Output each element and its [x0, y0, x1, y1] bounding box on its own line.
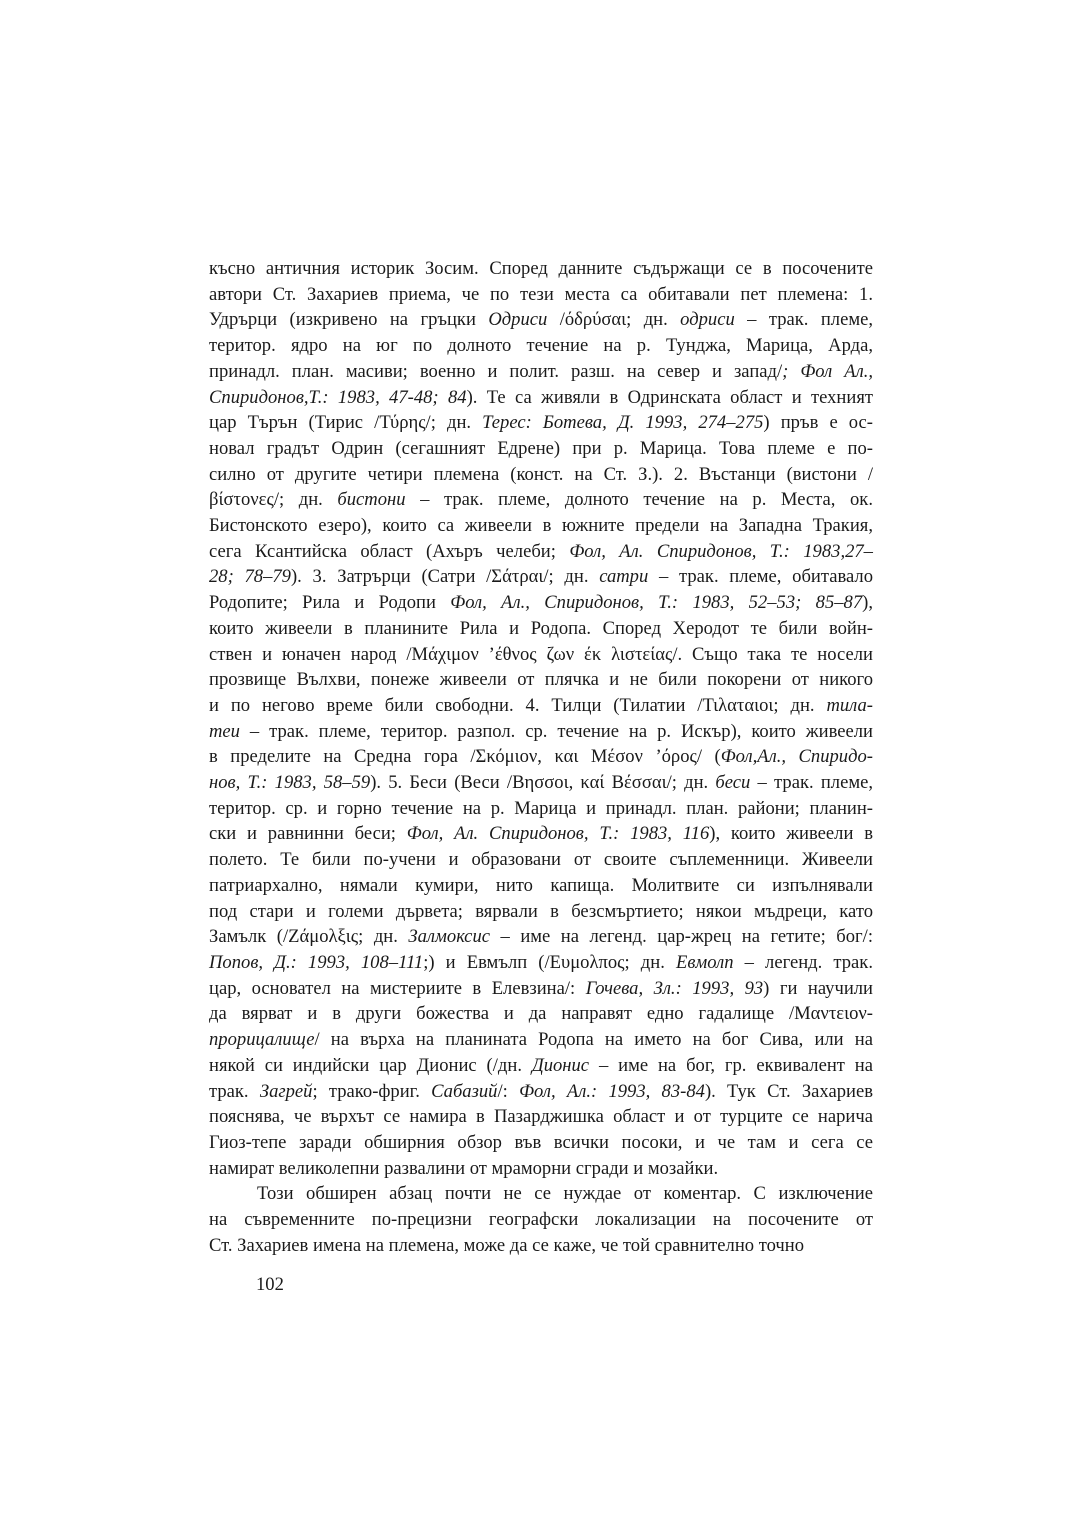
text-line: да вярват и в други божества и да направят едно гадалище /Μαντειον- [209, 1003, 873, 1025]
text-line: в пределите на Средна гора /Σκόμιον, και Μέσον ’όρος/ (Фол,Ал., Спиридо- [209, 746, 873, 768]
text-line: на съвременните по-прецизни географски локализации на посочените от [209, 1209, 873, 1231]
text-line: цар Търън (Тирис /Τύρης/; дн. Терес: Ботева, Д. 1993, 274–275) пръв е ос- [209, 412, 873, 434]
text-line: Родопите; Рила и Родопи Фол, Ал., Спиридонов, Т.: 1983, 52–53; 85–87), [209, 592, 873, 614]
text-line: Този обширен абзац почти не се нуждае от коментар. С изключение [257, 1183, 873, 1205]
text-line: Гиоз-тепе заради обширния обзор във всички посоки, и че там и сега се [209, 1131, 873, 1153]
page-number: 102 [256, 1274, 284, 1295]
text-line: Ст. Захариев имена на племена, може да се каже, че той сравнително точно [209, 1234, 805, 1256]
text-line: и по негово време били свободни. 4. Тилци (Тилатии /Τιλαταιοι; дн. тила- [209, 694, 873, 716]
text-line: някой си индийски цар Дионис (/дн. Дионис – име на бог, гр. еквивалент на [209, 1054, 874, 1076]
text-line: принадл. план. масиви; военно и полит. разш. на север и запад/; Фол Ал., [209, 360, 873, 382]
text-line: патриархално, нямали кумири, нито капища. Молитвите си изпълнявали [209, 874, 873, 896]
text-line: нов, Т.: 1983, 58–59). 5. Беси (Веси /Βησσοι, καί Βέσσαι/; дн. беси – трак. племе, [209, 772, 873, 794]
paragraph-commentary [209, 1181, 873, 1258]
text-line: ски и равнинни беси; Фол, Ал. Спиридонов, Т.: 1983, 116), които живеели в [209, 823, 873, 845]
text-line: 28; 78–79). 3. Затрърци (Сатри /Σάτραι/; дн. сатри – трак. племе, обитавало [209, 566, 874, 588]
page-body [209, 256, 873, 1258]
text-line: територ. ядро на юг по долното течение на р. Тунджа, Марица, Арда, [209, 335, 873, 357]
paragraph-tribes [209, 256, 873, 1181]
text-line: Замълк (/Ζάμολξις; дн. Залмоксис – име на легенд. цар-жрец на гетите; бог/: [209, 926, 873, 948]
text-line: трак. Загрей; трако-фриг. Сабазий/: Фол, Ал.: 1993, 83-84). Тук Ст. Захариев [209, 1080, 874, 1102]
text-line: прозвище Вълхви, понеже живеели от плячка и не били покорени от никого [209, 669, 873, 691]
text-line: полето. Те били по-учени и образовани от своите съплеменници. Живеели [209, 849, 873, 871]
text-line: Удрърци (изкривено на гръцки Одриси /όδρύσαι; дн. одриси – трак. племе, [209, 309, 873, 331]
text-line: под стари и големи дървета; вярвали в безсмъртието; някои мъдреци, като [209, 900, 873, 922]
text-line: автори Ст. Захариев приема, че по тези места са обитавали пет племена: 1. [209, 283, 873, 305]
text-line: ствен и юначен народ /Μάχιμον ’έθνος ζων έκ λιστείας/. Също така те носели [209, 643, 873, 665]
text-line: намират великолепни развалини от мраморни сгради и мозайки. [209, 1157, 719, 1179]
text-line: сега Ксантийска област (Ахъръ челеби; Фол, Ал. Спиридонов, Т.: 1983,27– [209, 540, 873, 562]
text-line: Спиридонов,Т.: 1983, 47-48; 84). Те са живяли в Одринската област и техният [209, 386, 873, 408]
text-line: територ. ср. и горно течение на р. Марица и принадл. план. райони; планин- [209, 797, 873, 819]
text-line: βίστονες/; дн. бистони – трак. племе, долното течение на р. Места, ок. [209, 489, 873, 511]
text-line: силно от другите четири племена (конст. на Ст. З.). 2. Въстанци (вистони / [209, 463, 873, 485]
text-line: които живеели в планините Рила и Родопа. Според Херодот те били войн- [209, 617, 873, 639]
text-line: пояснява, че върхът се намира в Пазарджишка област и от турците се нарича [209, 1106, 873, 1128]
text-line: цар, основател на мистериите в Елевзина/: Гочева, Зл.: 1993, 93) ги научили [209, 977, 873, 999]
text-line: Бистонското езеро), които са живеели в южните предели на Западна Тракия, [209, 515, 873, 537]
text-line: Попов, Д.: 1993, 108–111;) и Евмълп (/Ευμολπος; дн. Евмолп – легенд. трак. [209, 951, 873, 973]
text-line: късно античния историк Зосим. Според данните съдържащи се в посочените [209, 258, 873, 279]
text-line: теи – трак. племе, територ. разпол. ср. течение на р. Искър), които живеели [209, 720, 873, 742]
text-line: прорицалище/ на върха на планината Родопа на името на бог Сива, или на [209, 1029, 873, 1051]
text-line: новал градът Одрин (сегашният Едрене) при р. Марица. Това племе е по- [209, 437, 873, 459]
